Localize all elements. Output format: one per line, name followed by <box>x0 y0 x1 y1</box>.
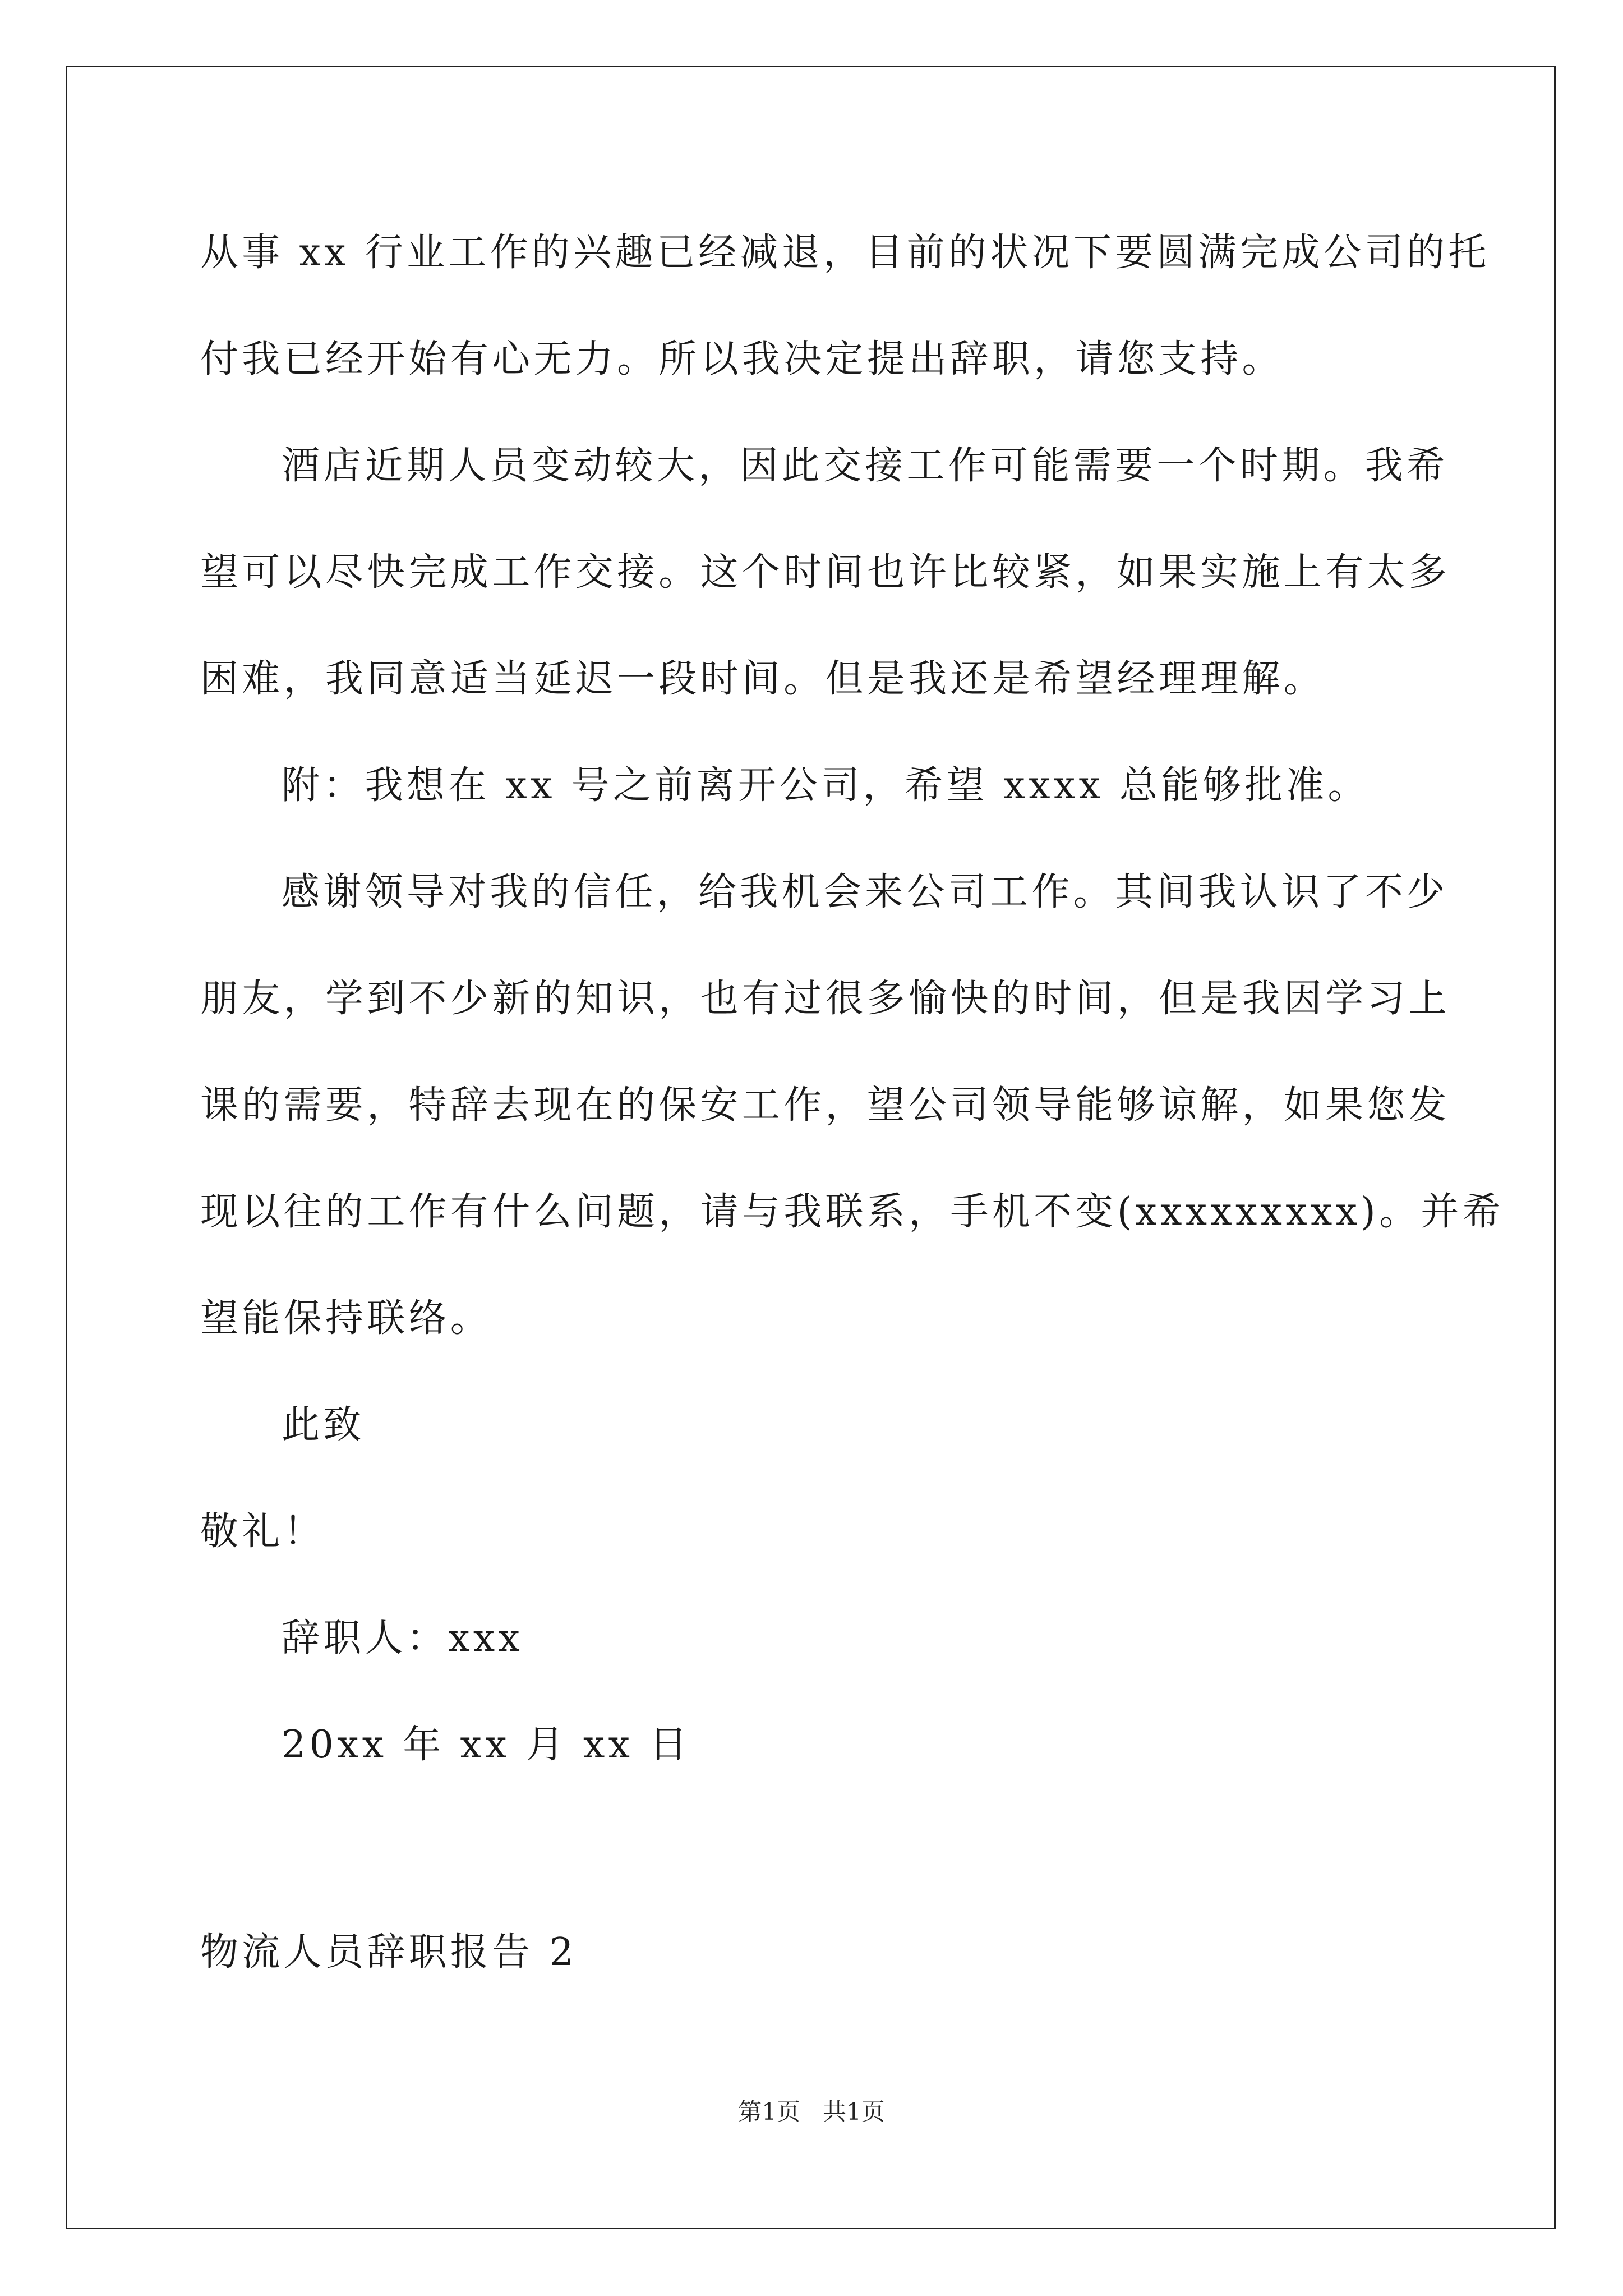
salutation: 此致 <box>282 1403 365 1447</box>
paragraph-line: 酒店近期人员变动较大，因此交接工作可能需要一个时期。我希 <box>282 444 1449 488</box>
paragraph-line: 现以往的工作有什么问题，请与我联系，手机不变(xxxxxxxxx)。并希 <box>200 1190 1505 1234</box>
paragraph-line: 付我已经开始有心无力。所以我决定提出辞职，请您支持。 <box>200 337 1284 381</box>
date: 20xx 年 xx 月 xx 日 <box>282 1723 691 1767</box>
paragraph-line: 困难，我同意适当延迟一段时间。但是我还是希望经理理解。 <box>200 657 1326 701</box>
paragraph-line: 附：我想在 xx 号之前离开公司，希望 xxxx 总能够批准。 <box>282 763 1370 808</box>
paragraph-line: 望能保持联络。 <box>200 1296 492 1341</box>
page-border <box>66 66 1556 2229</box>
section-title: 物流人员辞职报告 2 <box>200 1930 577 1975</box>
paragraph-line: 望可以尽快完成工作交接。这个时间也许比较紧，如果实施上有太多 <box>200 550 1451 595</box>
signature: 辞职人：xxx <box>282 1616 524 1660</box>
paragraph-line: 感谢领导对我的信任，给我机会来公司工作。其间我认识了不少 <box>282 870 1449 914</box>
paragraph-line: 朋友，学到不少新的知识，也有过很多愉快的时间，但是我因学习上 <box>200 977 1451 1021</box>
closing: 敬礼！ <box>200 1510 325 1554</box>
paragraph-line: 从事 xx 行业工作的兴趣已经减退，目前的状况下要圆满完成公司的托 <box>200 231 1490 275</box>
page-footer: 第1页 共1页 <box>738 2098 885 2125</box>
paragraph-line: 课的需要，特辞去现在的保安工作，望公司领导能够谅解，如果您发 <box>200 1083 1451 1128</box>
